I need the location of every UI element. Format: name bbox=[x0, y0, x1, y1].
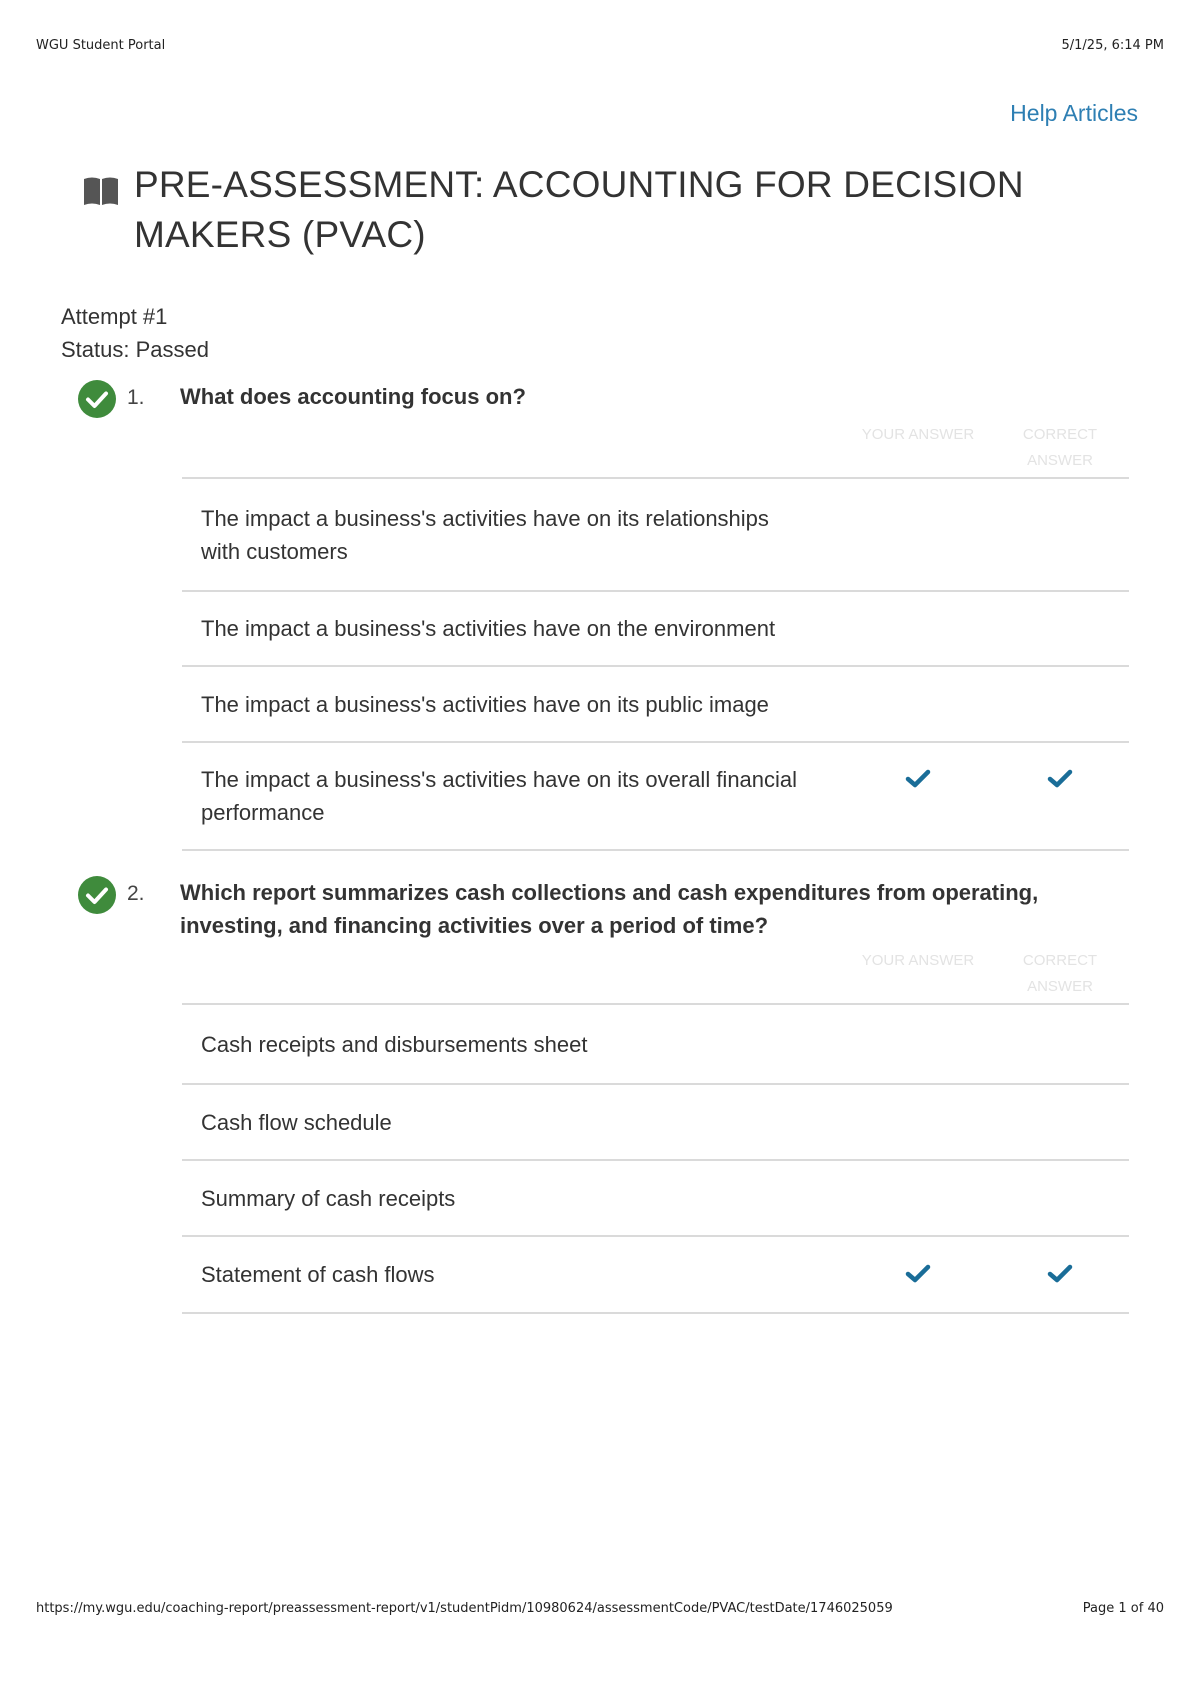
your-answer-check-icon bbox=[905, 1264, 931, 1284]
question-text: Which report summarizes cash collections and cash expenditures from operating, investing, and financing activities over a period of time? bbox=[180, 880, 1039, 938]
print-header-datetime: 5/1/25, 6:14 PM bbox=[1061, 38, 1164, 53]
answer-option bbox=[182, 592, 1129, 667]
answer-options bbox=[182, 1003, 1129, 1314]
question-number: 2. bbox=[127, 882, 145, 905]
attempt-status: Status: Passed bbox=[61, 337, 209, 362]
answer-options bbox=[182, 477, 1129, 851]
question-number: 1. bbox=[127, 386, 145, 409]
page-header bbox=[82, 160, 1132, 260]
attempt-number: Attempt #1 bbox=[61, 304, 168, 329]
correct-answer-check-icon bbox=[1047, 769, 1073, 789]
your-answer-header: YOUR ANSWER bbox=[861, 426, 975, 443]
book-icon bbox=[82, 176, 120, 206]
answer-option-text: Summary of cash receipts bbox=[201, 1185, 456, 1211]
help-articles-link[interactable]: Help Articles bbox=[1010, 100, 1138, 126]
correct-check-circle-icon bbox=[78, 876, 116, 914]
answer-column-headers bbox=[0, 948, 1200, 998]
page-title: PRE-ASSESSMENT: ACCOUNTING FOR DECISION MAKERS (PVAC) bbox=[134, 164, 1024, 255]
your-answer-header: YOUR ANSWER bbox=[861, 952, 975, 969]
correct-answer-header: CORRECT ANSWER bbox=[1022, 952, 1098, 995]
answer-option bbox=[182, 479, 1129, 592]
question-text: What does accounting focus on? bbox=[180, 384, 526, 409]
print-header-site: WGU Student Portal bbox=[36, 38, 166, 53]
correct-answer-check-icon bbox=[1047, 1264, 1073, 1284]
print-footer bbox=[36, 1601, 1164, 1616]
print-header bbox=[36, 38, 1164, 53]
answer-option-text: The impact a business's activities have on its relationships with customers bbox=[201, 505, 769, 564]
correct-check-circle-icon bbox=[78, 380, 116, 418]
correct-answer-header: CORRECT ANSWER bbox=[1022, 426, 1098, 469]
answer-option bbox=[182, 1085, 1129, 1161]
answer-option bbox=[182, 743, 1129, 851]
answer-column-headers bbox=[0, 422, 1200, 472]
your-answer-check-icon bbox=[905, 769, 931, 789]
answer-option-text: The impact a business's activities have on its overall financial performance bbox=[201, 767, 798, 825]
answer-option bbox=[182, 1161, 1129, 1237]
answer-option-text: The impact a business's activities have on the environment bbox=[201, 616, 776, 641]
answer-option bbox=[182, 1237, 1129, 1314]
answer-option-text: Cash flow schedule bbox=[201, 1109, 392, 1135]
print-footer-url: https://my.wgu.edu/coaching-report/preassessment-report/v1/studentPidm/10980624/assessmentCode/PVAC/testDate/1746025059 bbox=[36, 1601, 893, 1616]
answer-option-text: The impact a business's activities have on its public image bbox=[201, 691, 769, 717]
answer-option bbox=[182, 1005, 1129, 1085]
print-footer-page: Page 1 of 40 bbox=[1082, 1601, 1164, 1616]
answer-option bbox=[182, 667, 1129, 743]
answer-option-text: Statement of cash flows bbox=[201, 1262, 435, 1287]
answer-option-text: Cash receipts and disbursements sheet bbox=[201, 1031, 588, 1057]
attempt-info bbox=[61, 300, 209, 366]
